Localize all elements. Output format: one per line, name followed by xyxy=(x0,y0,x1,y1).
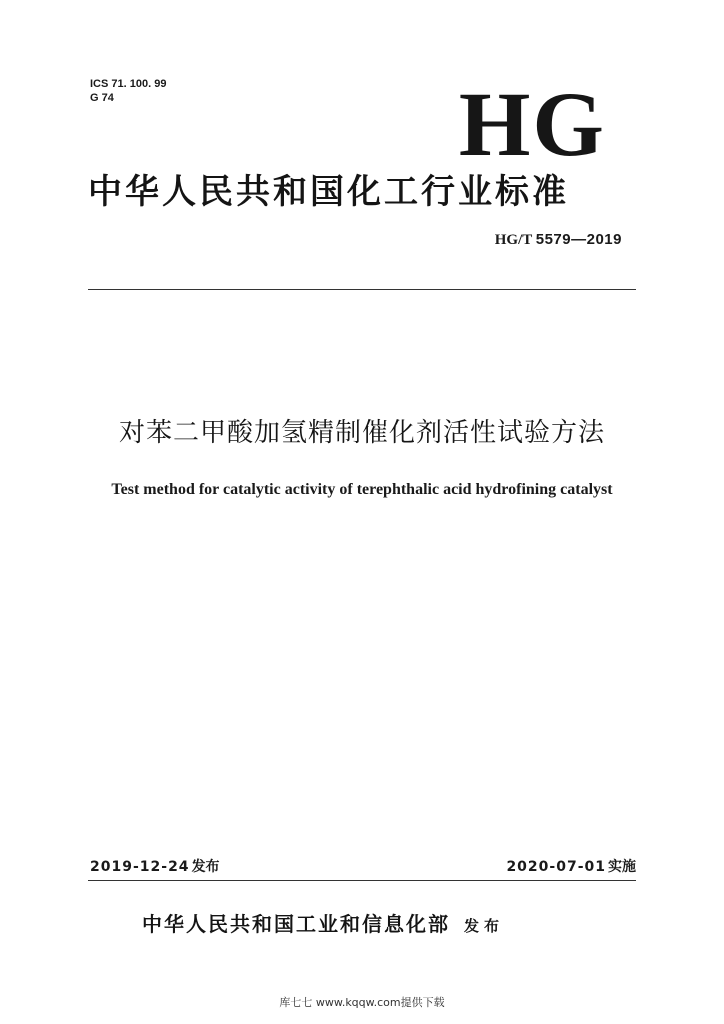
implementation-date-value: 2020-07-01 xyxy=(506,859,606,875)
document-title-chinese: 对苯二甲酸加氢精制催化剂活性试验方法 xyxy=(118,418,605,448)
standard-number-value: 5579—2019 xyxy=(535,231,622,248)
issue-date xyxy=(90,858,220,876)
top-divider xyxy=(88,289,636,290)
hg-logo: HG xyxy=(458,73,606,175)
download-source-footer: 库七七 www.kqqw.com提供下载 xyxy=(279,996,445,1009)
publisher-name: 中华人民共和国工业和信息化部 xyxy=(142,912,450,936)
implementation-date xyxy=(506,858,636,876)
standard-number xyxy=(495,230,622,250)
issue-date-value: 2019-12-24 xyxy=(90,859,190,875)
ccs-code: G 74 xyxy=(90,92,114,104)
publisher xyxy=(142,910,504,940)
bottom-divider xyxy=(88,880,636,881)
standard-number-prefix: HG/T xyxy=(494,232,532,248)
standard-organization-title: 中华人民共和国化工行业标准 xyxy=(88,172,569,212)
publisher-label: 发布 xyxy=(464,917,505,935)
issue-date-label: 发布 xyxy=(191,859,220,875)
document-title-english: Test method for catalytic activity of terephthalic acid hydrofining catalyst xyxy=(111,481,613,498)
implementation-date-label: 实施 xyxy=(608,859,636,875)
ics-code: ICS 71. 100. 99 xyxy=(90,78,167,90)
